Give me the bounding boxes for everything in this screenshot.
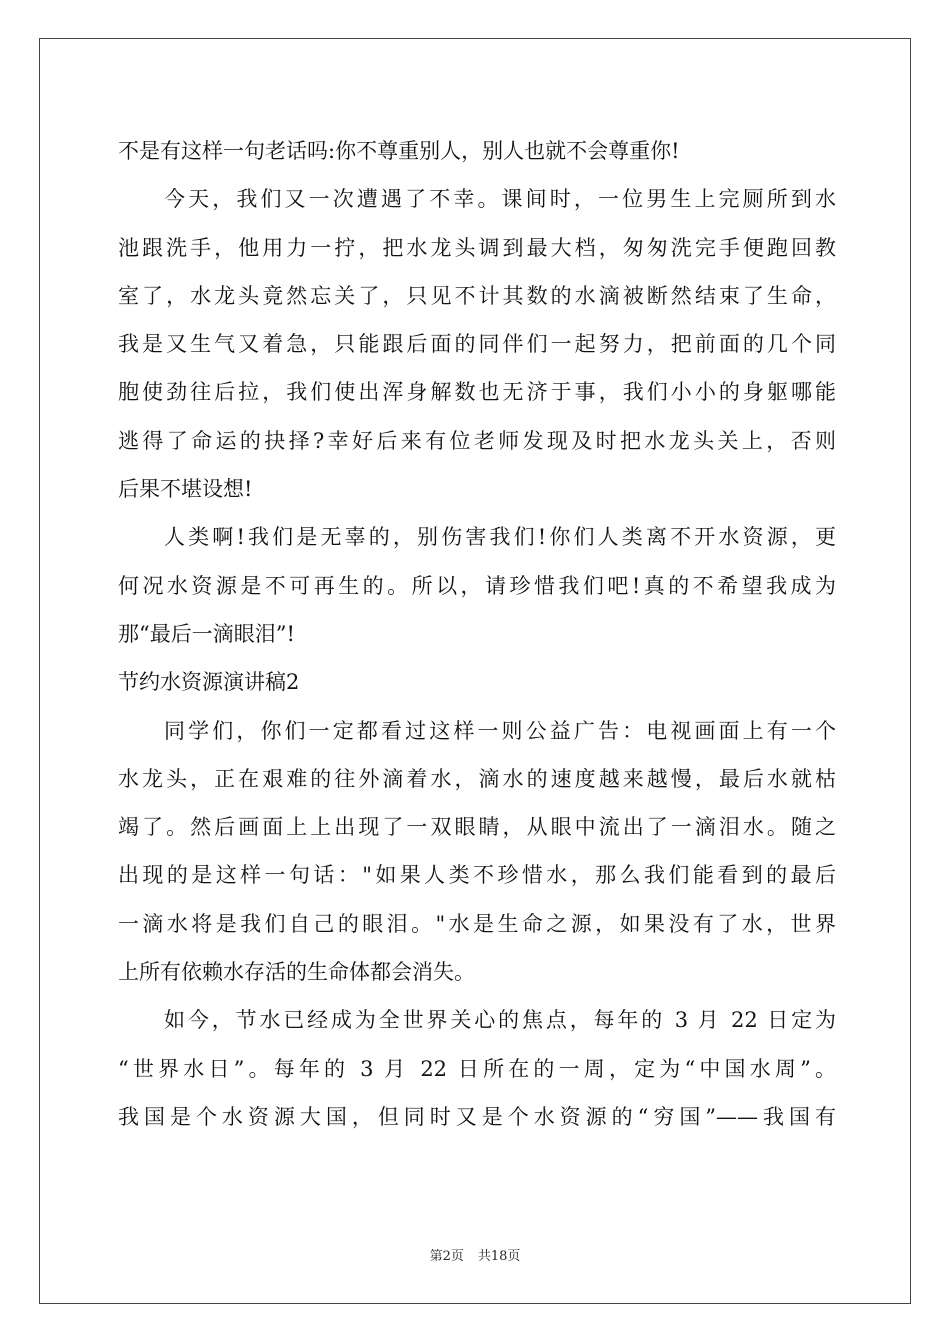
text-line: 那“最后一滴眼泪”! [118,621,295,646]
text-line: 出现的是这样一句话："如果人类不珍惜水，那么我们能看到的最后 [118,863,836,888]
text-line: 室了，水龙头竟然忘关了，只见不计其数的水滴被断然结束了生命， [118,283,836,308]
page-number: 第2页 [429,1249,464,1264]
text-line: “世界水日”。每年的 3 月 22 日所在的一周，定为“中国水周”。 [118,1056,836,1081]
text-line: 水龙头，正在艰难的往外滴着水，滴水的速度越来越慢，最后水就枯 [118,766,836,791]
text-line: 后果不堪设想! [118,477,253,502]
text-line: 胞使劲往后拉，我们使出浑身解数也无济于事，我们小小的身躯哪能 [118,380,836,405]
text-line: 我国是个水资源大国，但同时又是个水资源的“穷国”——我国有 [118,1104,836,1129]
paragraph-start-line: 如今，节水已经成为全世界关心的焦点，每年的 3 月 22 日定为 [164,1008,836,1033]
text-line: 逃得了命运的抉择?幸好后来有位老师发现及时把水龙头关上，否则 [118,428,836,453]
paragraph-start-line: 人类啊!我们是无辜的，别伤害我们!你们人类离不开水资源，更 [164,525,836,550]
text-line: 我是又生气又着急，只能跟后面的同伴们一起努力，把前面的几个同 [118,332,836,357]
text-line: 竭了。然后画面上上出现了一双眼睛，从眼中流出了一滴泪水。随之 [118,815,836,840]
text-line: 一滴水将是我们自己的眼泪。"水是生命之源，如果没有了水，世界 [118,911,836,936]
page-footer [0,1245,950,1264]
section-heading: 节约水资源演讲稿2 [118,670,300,695]
paragraph-start-line: 今天，我们又一次遭遇了不幸。课间时，一位男生上完厕所到水 [164,187,836,212]
text-line: 池跟洗手，他用力一拧，把水龙头调到最大档，匆匆洗完手便跑回教 [118,235,836,260]
text-line: 上所有依赖水存活的生命体都会消失。 [118,960,475,985]
page-total: 共18页 [477,1249,521,1264]
document-body [118,127,836,1141]
paragraph-start-line: 同学们，你们一定都看过这样一则公益广告：电视画面上有一个 [164,718,836,743]
text-line: 不是有这样一句老话吗:你不尊重别人，别人也就不会尊重你! [118,139,680,163]
text-line: 何况水资源是不可再生的。所以，请珍惜我们吧!真的不希望我成为 [118,573,836,598]
